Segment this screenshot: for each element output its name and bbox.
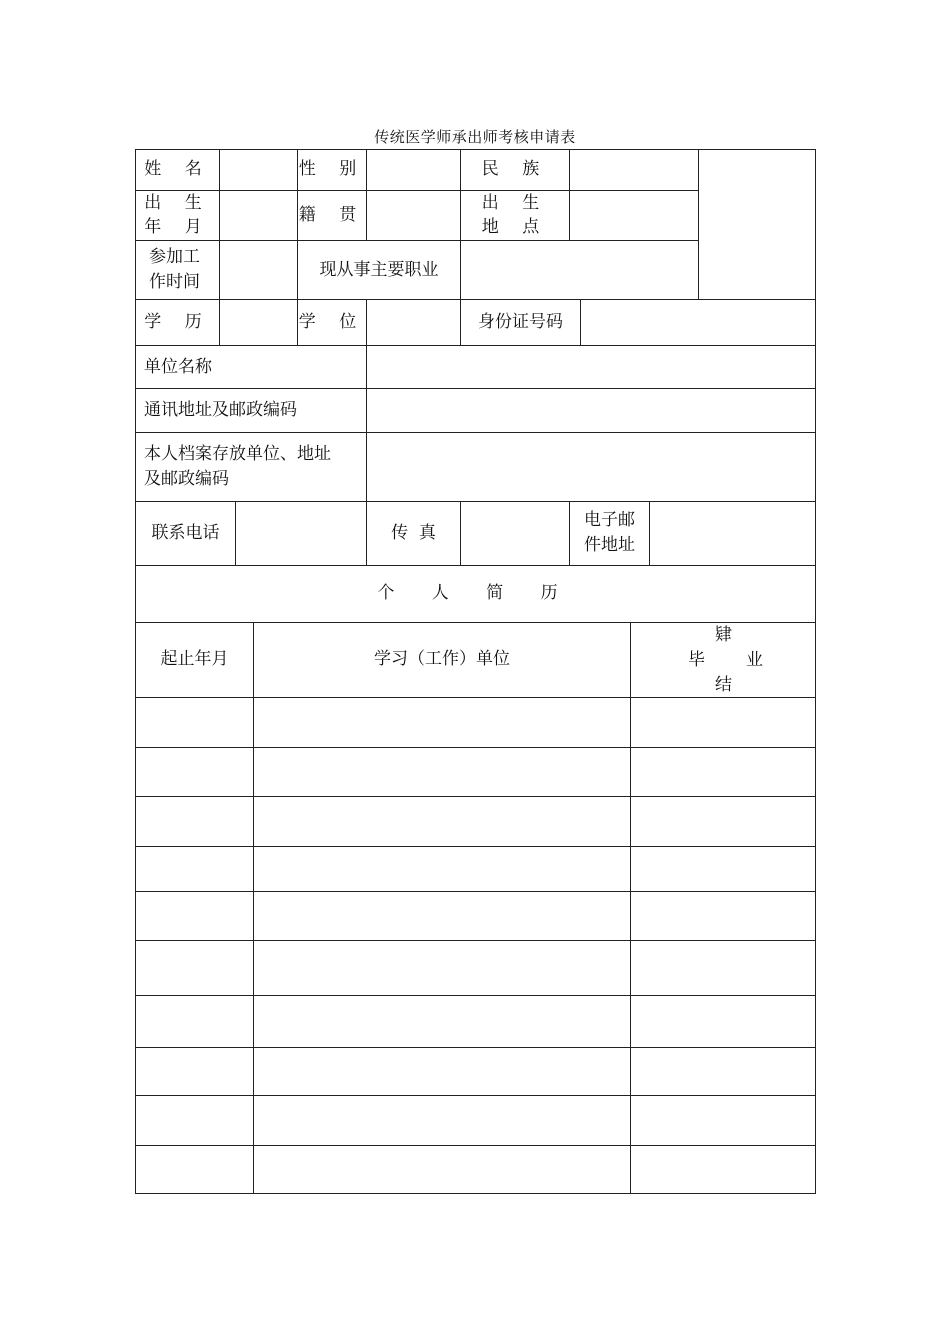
label-employer: 单位名称: [144, 357, 212, 377]
input-address[interactable]: [367, 389, 815, 432]
label-archive-2: 及邮政编码: [144, 469, 229, 489]
resume-cert-cell[interactable]: [631, 797, 815, 846]
resume-unit-cell[interactable]: [254, 1146, 630, 1193]
resume-unit-cell[interactable]: [254, 996, 630, 1047]
label-occupation: 现从事主要职业: [319, 260, 439, 280]
label-address: 通讯地址及邮政编码: [144, 400, 297, 420]
label-phone: 联系电话: [151, 523, 220, 543]
input-archive[interactable]: [367, 433, 815, 501]
input-employer[interactable]: [367, 346, 815, 388]
resume-period-cell[interactable]: [136, 941, 253, 995]
label-birth-date: 出 生: [144, 193, 211, 213]
label-birth-date-2: 年 月: [144, 217, 211, 237]
label-degree: 学 位: [298, 312, 366, 332]
rule: [815, 149, 816, 1194]
input-phone[interactable]: [236, 502, 366, 565]
col-cert-top: 肄: [715, 625, 732, 645]
resume-cert-cell[interactable]: [631, 748, 815, 796]
input-fax[interactable]: [461, 502, 569, 565]
label-archive: 本人档案存放单位、地址: [144, 444, 331, 464]
resume-unit-cell[interactable]: [254, 698, 630, 747]
resume-heading: 个 人 简 历: [377, 583, 574, 603]
label-gender: 性 别: [298, 159, 366, 179]
rule: [135, 622, 816, 623]
label-birth-place: 出 生: [481, 193, 549, 213]
label-ethnicity: 民 族: [481, 159, 549, 179]
input-gender[interactable]: [367, 150, 460, 190]
resume-unit-cell[interactable]: [254, 941, 630, 995]
resume-period-cell[interactable]: [136, 1048, 253, 1095]
resume-unit-cell[interactable]: [254, 847, 630, 891]
input-id-number[interactable]: [581, 300, 815, 345]
resume-cert-cell[interactable]: [631, 1096, 815, 1145]
resume-period-cell[interactable]: [136, 996, 253, 1047]
input-name[interactable]: [220, 150, 297, 190]
resume-period-cell[interactable]: [136, 797, 253, 846]
input-native-place[interactable]: [367, 191, 460, 240]
label-id-number: 身份证号码: [478, 312, 563, 332]
col-period: 起止年月: [160, 649, 229, 669]
resume-period-cell[interactable]: [136, 748, 253, 796]
resume-cert-cell[interactable]: [631, 996, 815, 1047]
photo-box[interactable]: [699, 150, 815, 299]
resume-cert-cell[interactable]: [631, 1146, 815, 1193]
label-email-2: 件地址: [584, 535, 635, 555]
col-unit: 学习（工作）单位: [374, 649, 510, 669]
resume-cert-cell[interactable]: [631, 941, 815, 995]
resume-unit-cell[interactable]: [254, 892, 630, 940]
label-native-place: 籍 贯: [298, 205, 366, 225]
form-title: 传统医学师承出师考核申请表: [374, 128, 576, 146]
col-cert-left: 毕: [688, 650, 705, 670]
resume-period-cell[interactable]: [136, 698, 253, 747]
input-occupation[interactable]: [461, 241, 698, 299]
label-work-start-2: 作时间: [149, 272, 200, 292]
resume-period-cell[interactable]: [136, 1096, 253, 1145]
resume-period-cell[interactable]: [136, 847, 253, 891]
resume-period-cell[interactable]: [136, 892, 253, 940]
label-work-start: 参加工: [149, 247, 200, 267]
input-education[interactable]: [220, 300, 297, 345]
input-email[interactable]: [650, 502, 815, 565]
input-birth-date[interactable]: [220, 191, 297, 240]
label-email: 电子邮: [584, 510, 635, 530]
resume-unit-cell[interactable]: [254, 748, 630, 796]
input-birth-place[interactable]: [570, 191, 698, 240]
resume-cert-cell[interactable]: [631, 892, 815, 940]
resume-cert-cell[interactable]: [631, 698, 815, 747]
resume-unit-cell[interactable]: [254, 797, 630, 846]
col-cert-bottom: 结: [715, 675, 732, 695]
resume-unit-cell[interactable]: [254, 1096, 630, 1145]
label-education: 学 历: [144, 312, 211, 332]
input-work-start[interactable]: [220, 241, 297, 299]
rule: [135, 1193, 816, 1194]
label-name: 姓 名: [144, 159, 211, 179]
label-fax: 传 真: [391, 523, 436, 543]
label-birth-place-2: 地 点: [481, 217, 549, 237]
rule: [135, 565, 816, 566]
resume-unit-cell[interactable]: [254, 1048, 630, 1095]
input-ethnicity[interactable]: [570, 150, 698, 190]
resume-cert-cell[interactable]: [631, 1048, 815, 1095]
resume-cert-cell[interactable]: [631, 847, 815, 891]
resume-period-cell[interactable]: [136, 1146, 253, 1193]
col-cert-right: 业: [746, 650, 763, 670]
input-degree[interactable]: [367, 300, 460, 345]
